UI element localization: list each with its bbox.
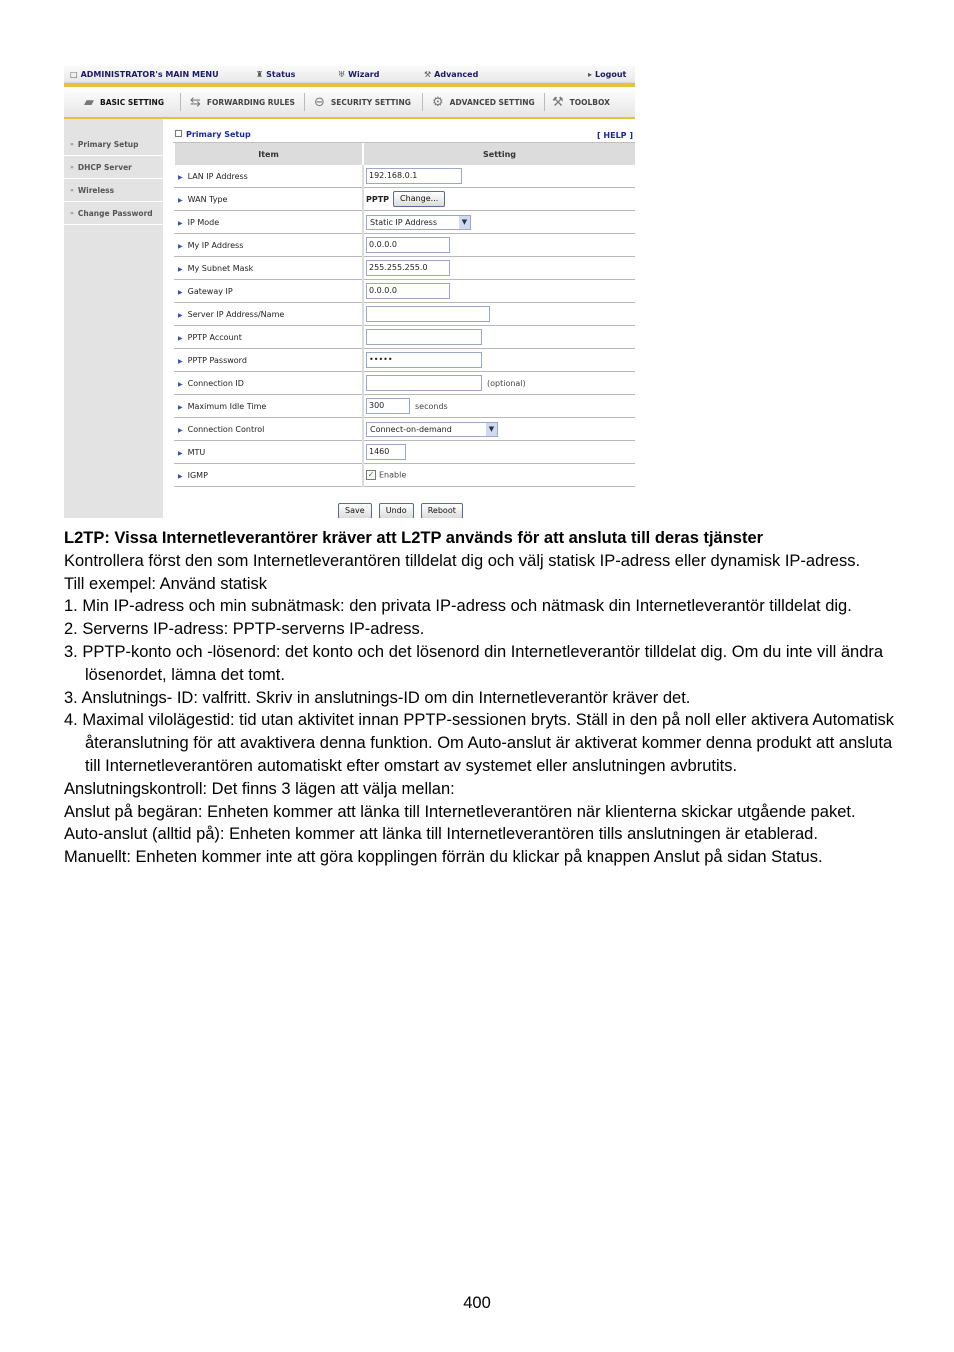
idle-time-input[interactable]: 300: [366, 398, 410, 414]
arrow-right-icon: ▶: [178, 311, 183, 319]
toolbox-icon: ⚒: [552, 94, 564, 110]
mtu-input[interactable]: 1460: [366, 444, 406, 460]
action-buttons: [338, 500, 465, 518]
advanced-icon: ⚒: [424, 70, 432, 79]
logout-label: Logout: [595, 70, 627, 79]
table-row: [174, 280, 635, 303]
row-label: [174, 257, 363, 280]
bullet-icon: »: [70, 186, 74, 194]
row-label: [174, 372, 363, 395]
sidebar-item-label: Primary Setup: [77, 139, 139, 149]
tab-label: ADVANCED SETTING: [449, 97, 535, 107]
sidebar-item-label: Change Password: [77, 208, 153, 218]
table-row: [174, 372, 635, 395]
page-number: 400: [463, 1294, 491, 1312]
tab-separator: [180, 93, 181, 111]
chevron-down-icon: ▼: [459, 216, 470, 229]
wan-type-value: PPTP: [366, 194, 390, 204]
sidebar-item-primary-setup[interactable]: [64, 133, 163, 156]
main-menu-bar: [64, 66, 635, 83]
table-row: [174, 395, 635, 418]
list-item: [64, 618, 894, 641]
wizard-icon: ♅: [338, 70, 346, 79]
row-label: [174, 326, 363, 349]
arrow-right-icon: ▶: [178, 403, 183, 411]
paragraph: Kontrollera först den som Internetleverantören tilldelat dig och välj statisk IP-adress eller dynamisk IP-adress.: [64, 551, 861, 570]
table-row: [174, 303, 635, 326]
tab-security-setting[interactable]: [314, 91, 411, 113]
row-label-text: Server IP Address/Name: [187, 309, 285, 319]
row-label-text: My IP Address: [187, 240, 244, 250]
status-label: Status: [266, 70, 296, 79]
pptp-account-input[interactable]: [366, 329, 482, 345]
advanced-link[interactable]: [424, 70, 478, 79]
sidebar-item-change-password[interactable]: [64, 202, 163, 225]
row-label-text: PPTP Account: [187, 332, 242, 342]
row-label: [174, 395, 363, 418]
lan-ip-input[interactable]: 192.168.0.1: [366, 168, 462, 184]
row-label-text: LAN IP Address: [187, 171, 248, 181]
sidebar-item-wireless[interactable]: [64, 179, 163, 202]
section-heading: L2TP: Vissa Internetleverantörer kräver att L2TP används för att ansluta till deras tjänster: [64, 529, 764, 547]
advanced-label: Advanced: [434, 70, 479, 79]
table-row: [174, 326, 635, 349]
ip-mode-value: Static IP Address: [370, 217, 438, 227]
tab-label: BASIC SETTING: [100, 97, 164, 107]
arrow-right-icon: ▶: [178, 242, 183, 250]
optional-note: (optional): [487, 378, 526, 388]
row-label: [174, 441, 363, 464]
tab-forwarding-rules[interactable]: [190, 91, 295, 113]
arrow-right-icon: ▶: [178, 334, 183, 342]
row-label-text: IGMP: [187, 470, 208, 480]
server-ip-input[interactable]: [366, 306, 490, 322]
list-item: [64, 595, 894, 618]
sidebar-item-label: Wireless: [77, 185, 115, 195]
list-number: 2.: [64, 620, 78, 639]
table-row: [174, 418, 635, 441]
row-label: [174, 234, 363, 257]
tab-label: SECURITY SETTING: [330, 97, 411, 107]
tab-label: TOOLBOX: [569, 97, 610, 107]
list-item: [64, 641, 894, 687]
arrow-right-icon: ▶: [178, 449, 183, 457]
list-number: 4.: [64, 711, 78, 730]
connection-control-value: Connect-on-demand: [370, 424, 452, 434]
list-text: PPTP-konto och -lösenord: det konto och det lösenord din Internetleverantör tilldelat dig. Om du inte vill ändra lösenordet, lämna det tomt.: [82, 642, 884, 684]
table-row: [174, 349, 635, 372]
row-label: [174, 349, 363, 372]
gateway-ip-input[interactable]: 0.0.0.0: [366, 283, 450, 299]
status-icon: ♜: [256, 70, 264, 79]
connection-control-select[interactable]: [366, 422, 498, 437]
tab-separator: [544, 93, 545, 111]
save-button[interactable]: Save: [338, 503, 372, 519]
bullet-icon: »: [70, 140, 74, 148]
bullet-icon: »: [70, 209, 74, 217]
row-label: [174, 464, 363, 487]
menu-square-icon: □: [70, 70, 78, 79]
tab-separator: [422, 93, 423, 111]
list-text: Anslutnings- ID: valfritt. Skriv in anslutnings-ID om din Internetleverantör kräver det.: [81, 688, 691, 707]
my-ip-input[interactable]: 0.0.0.0: [366, 237, 450, 253]
sidebar-item-dhcp-server[interactable]: [64, 156, 163, 179]
wizard-label: Wizard: [348, 70, 380, 79]
primary-setup-panel: [173, 128, 635, 487]
table-row: [174, 441, 635, 464]
tab-basic-setting[interactable]: [84, 91, 164, 113]
column-header-item: Item: [174, 143, 363, 165]
panel-title-text: Primary Setup: [186, 130, 251, 139]
arrow-right-icon: ▶: [178, 265, 183, 273]
row-label-text: Maximum Idle Time: [187, 401, 267, 411]
sidebar-item-label: DHCP Server: [77, 162, 132, 172]
arrow-right-icon: ▶: [178, 219, 183, 227]
list-item: [64, 709, 894, 777]
chevron-down-icon: ▼: [486, 423, 497, 436]
connection-id-input[interactable]: [366, 375, 482, 391]
table-row: [174, 165, 635, 188]
document-body: [64, 527, 894, 869]
subnet-mask-input[interactable]: 255.255.255.0: [366, 260, 450, 276]
settings-table: [173, 143, 635, 487]
row-label: [174, 418, 363, 441]
arrow-right-icon: ▶: [178, 173, 183, 181]
row-label-text: Connection ID: [187, 378, 244, 388]
list-text: Maximal vilolägestid: tid utan aktivitet innan PPTP-sessionen bryts. Ställ in den på noll eller aktivera Automatisk återanslutning för att avaktivera denna funktion. Om Auto-anslut är aktiverat kommer denna produkt att ansluta till Internetleverantören automatiskt efter omstart av systemet eller anslutningen avbrutits.: [82, 711, 895, 775]
seconds-unit: seconds: [415, 401, 448, 411]
table-row: [174, 234, 635, 257]
admin-menu-label: ADMINISTRATOR's MAIN MENU: [80, 70, 219, 79]
logout-link[interactable]: [588, 70, 626, 79]
change-button[interactable]: Change...: [393, 191, 445, 207]
wizard-link[interactable]: [338, 70, 379, 79]
help-link[interactable]: [ HELP ]: [596, 131, 633, 140]
tab-toolbox[interactable]: [552, 91, 610, 113]
arrow-right-icon: ▸: [588, 70, 593, 79]
folder-icon: ▰: [84, 94, 94, 110]
panel-title: [175, 130, 251, 139]
undo-button[interactable]: Undo: [379, 503, 414, 519]
advanced-setting-icon: ⚙: [432, 94, 444, 110]
list-item: [64, 687, 894, 710]
table-row: [174, 257, 635, 280]
status-link[interactable]: [256, 70, 295, 79]
row-label-text: WAN Type: [187, 194, 228, 204]
admin-menu[interactable]: [70, 70, 219, 79]
arrow-right-icon: ▶: [178, 380, 183, 388]
row-label-text: My Subnet Mask: [187, 263, 254, 273]
paragraph: Till exempel: Använd statisk: [64, 574, 267, 593]
tab-separator: [304, 93, 305, 111]
arrow-right-icon: ▶: [178, 426, 183, 434]
paragraph: Auto-anslut (alltid på): Enheten kommer att länka till Internetleverantören tills anslutningen är etablerad.: [64, 825, 818, 844]
arrow-right-icon: ▶: [178, 472, 183, 480]
paragraph: Anslutningskontroll: Det finns 3 lägen att välja mellan:: [64, 779, 455, 798]
security-icon: ⊖: [314, 94, 325, 110]
reboot-button[interactable]: Reboot: [421, 503, 463, 519]
list-text: Min IP-adress och min subnätmask: den privata IP-adress och nätmask din Internetleverantör tilldelat dig.: [82, 597, 852, 616]
square-icon: [175, 130, 182, 137]
table-row: [174, 464, 635, 487]
tab-bar: [64, 87, 635, 119]
row-label-text: MTU: [187, 447, 206, 457]
panel-header: [173, 128, 635, 143]
forwarding-icon: ⇆: [190, 94, 201, 110]
row-label: [174, 303, 363, 326]
row-label: [174, 165, 363, 188]
table-row: [174, 188, 635, 211]
row-label-text: PPTP Password: [187, 355, 247, 365]
bullet-icon: »: [70, 163, 74, 171]
arrow-right-icon: ▶: [178, 357, 183, 365]
row-label: [174, 211, 363, 234]
router-screenshot: [64, 66, 635, 518]
arrow-right-icon: ▶: [178, 196, 183, 204]
list-text: Serverns IP-adress: PPTP-serverns IP-adress.: [82, 620, 425, 639]
list-number: 1.: [64, 597, 78, 616]
paragraph: Manuellt: Enheten kommer inte att göra kopplingen förrän du klickar på knappen Anslut på sidan Status.: [64, 848, 823, 867]
paragraph: Anslut på begäran: Enheten kommer att länka till Internetleverantören när klienterna skickar utgående paket.: [64, 802, 856, 821]
row-label: [174, 280, 363, 303]
arrow-right-icon: ▶: [178, 288, 183, 296]
row-label-text: IP Mode: [187, 217, 220, 227]
list-number: 3.: [64, 642, 78, 661]
igmp-enable-label: Enable: [379, 470, 407, 480]
tab-label: FORWARDING RULES: [206, 97, 295, 107]
tab-advanced-setting[interactable]: [432, 91, 535, 113]
ip-mode-select[interactable]: [366, 215, 471, 230]
table-row: [174, 211, 635, 234]
sidebar: [64, 119, 163, 518]
row-label-text: Connection Control: [187, 424, 265, 434]
igmp-checkbox[interactable]: ✓: [367, 470, 375, 479]
row-label: [174, 188, 363, 211]
pptp-password-input[interactable]: •••••: [366, 352, 482, 368]
list-number: 3.: [64, 688, 78, 707]
row-label-text: Gateway IP: [187, 286, 233, 296]
column-header-setting: Setting: [363, 143, 635, 165]
